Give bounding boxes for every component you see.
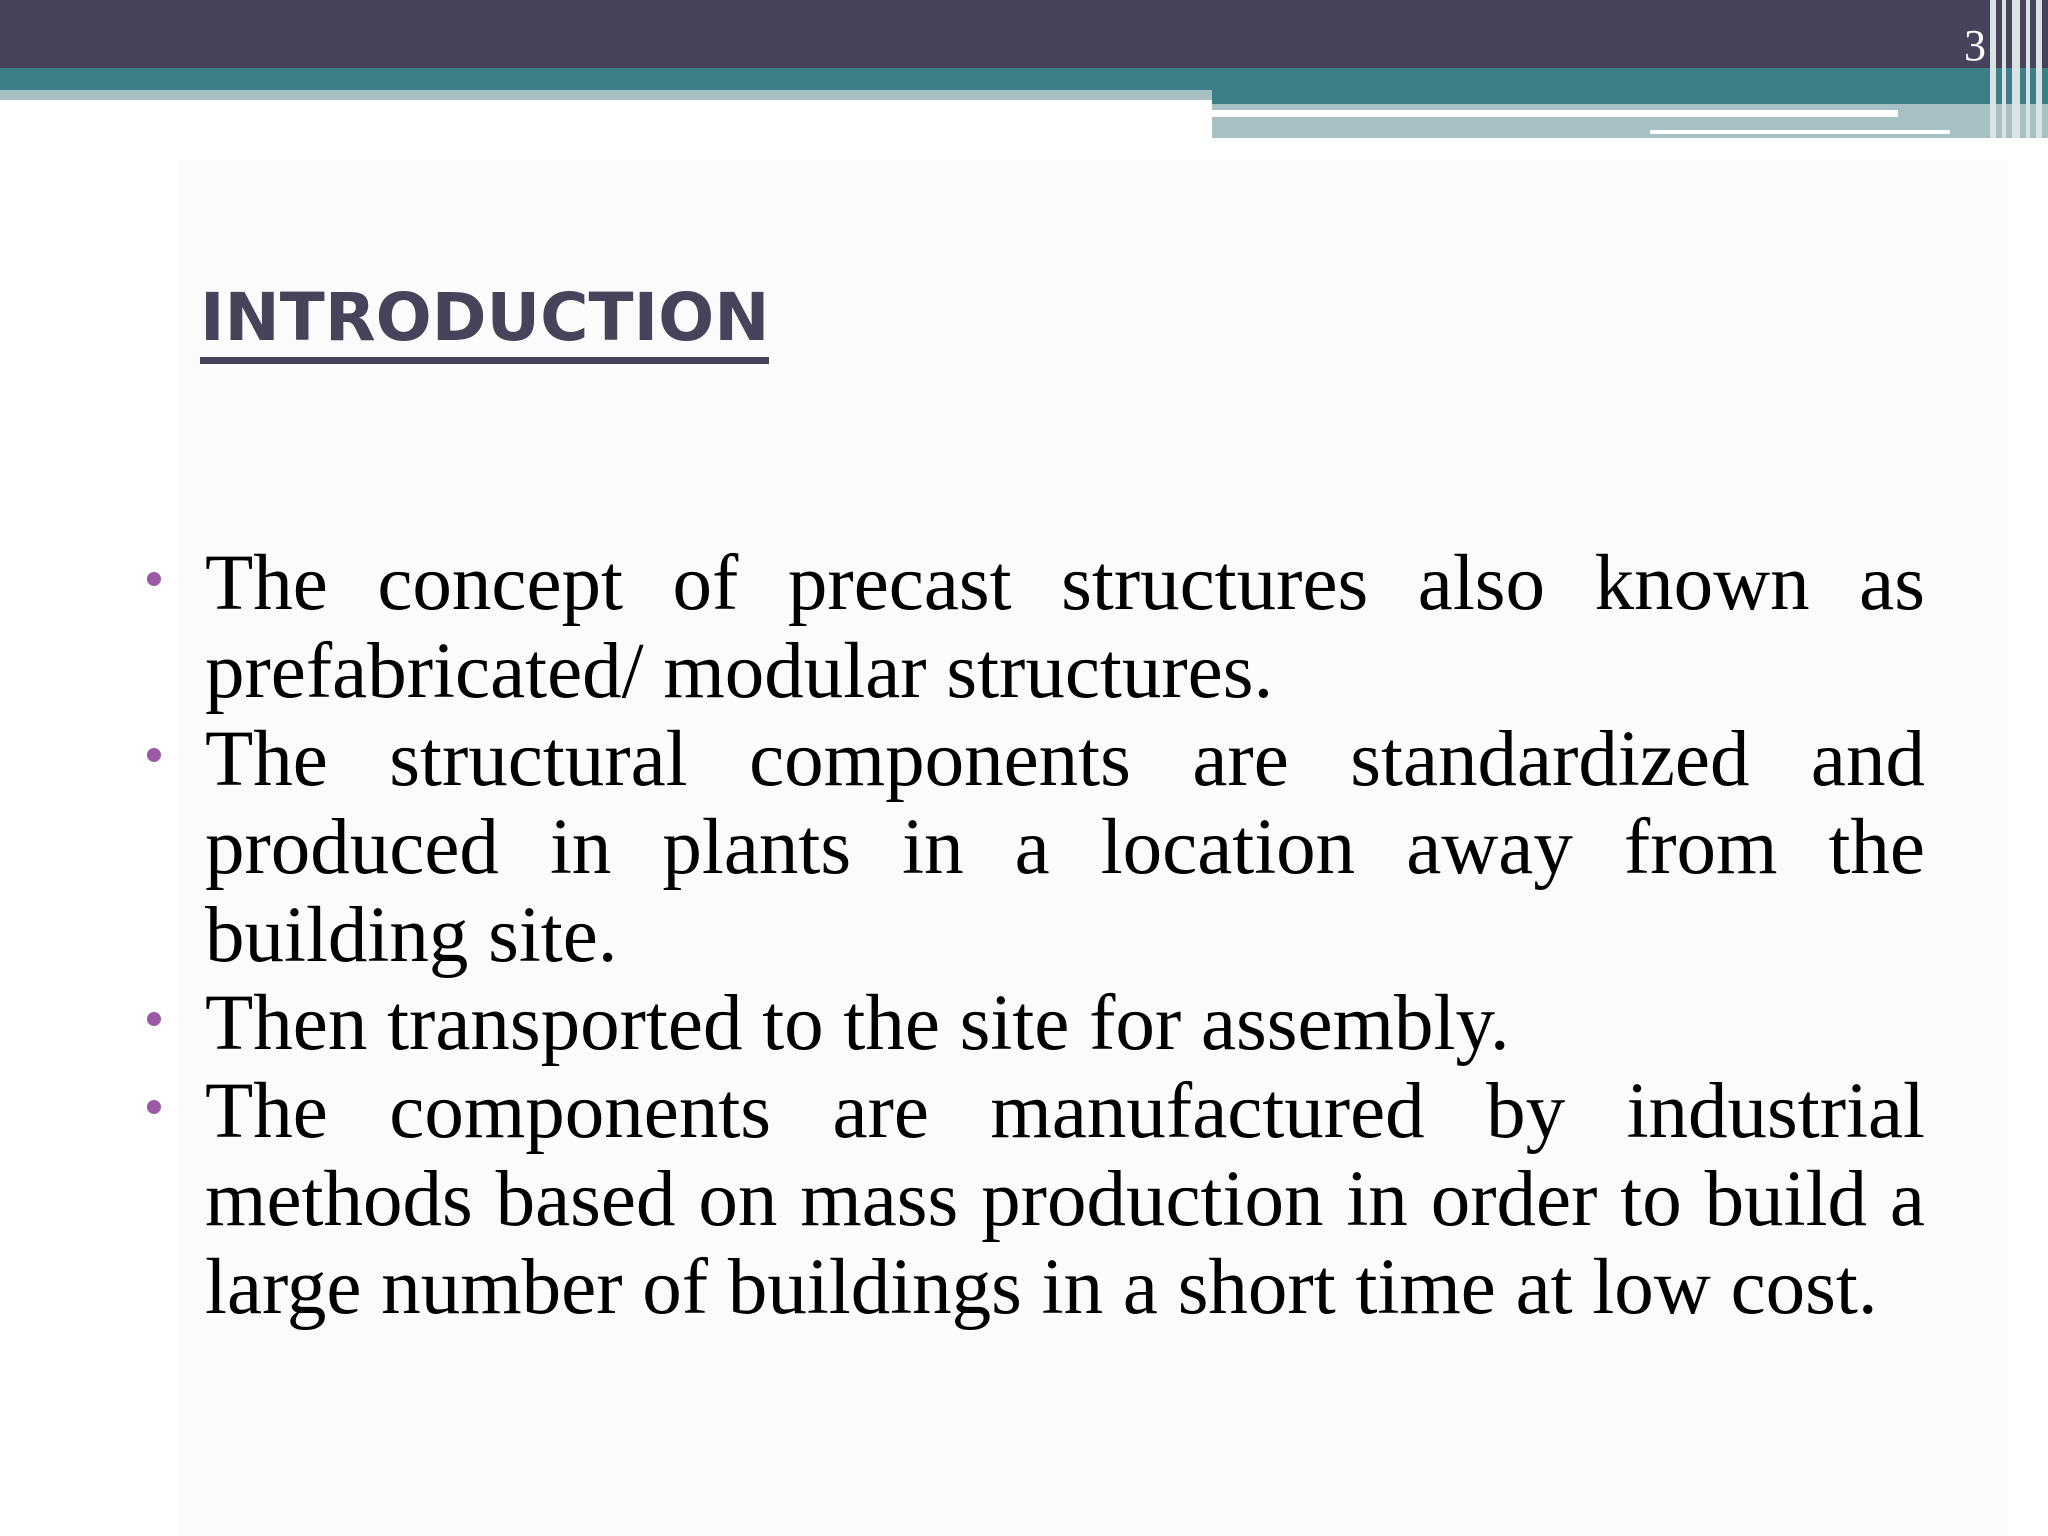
header-band-teal-right — [1212, 90, 2048, 104]
header-white-line — [1212, 110, 1898, 117]
header-right-stripes — [1988, 0, 2048, 138]
list-item — [205, 540, 1925, 716]
list-item — [205, 980, 1925, 1068]
bullet-text: Then transported to the site for assembly. — [205, 980, 1510, 1067]
slide-title: INTRODUCTION — [200, 282, 769, 364]
bullet-text: The concept of precast structures also known as prefabricated/ modular structures. — [205, 540, 1925, 715]
bullet-icon — [147, 748, 161, 762]
bullet-icon — [147, 572, 161, 586]
header-band-teal — [0, 68, 2048, 90]
list-item — [205, 1068, 1925, 1332]
header-band-dark — [0, 0, 2048, 68]
header-thin-line — [1650, 130, 1950, 134]
list-item — [205, 716, 1925, 980]
header-band-light — [0, 90, 1212, 100]
page-number: 3 — [1964, 21, 1986, 70]
bullet-icon — [147, 1100, 161, 1114]
bullet-icon — [147, 1012, 161, 1026]
bullet-text: The structural components are standardized and produced in plants in a location away from the building site. — [205, 716, 1925, 979]
bullet-list — [205, 540, 1925, 1332]
bullet-text: The components are manufactured by industrial methods based on mass production in order to build a large number of buildings in a short time at low cost. — [205, 1068, 1925, 1331]
